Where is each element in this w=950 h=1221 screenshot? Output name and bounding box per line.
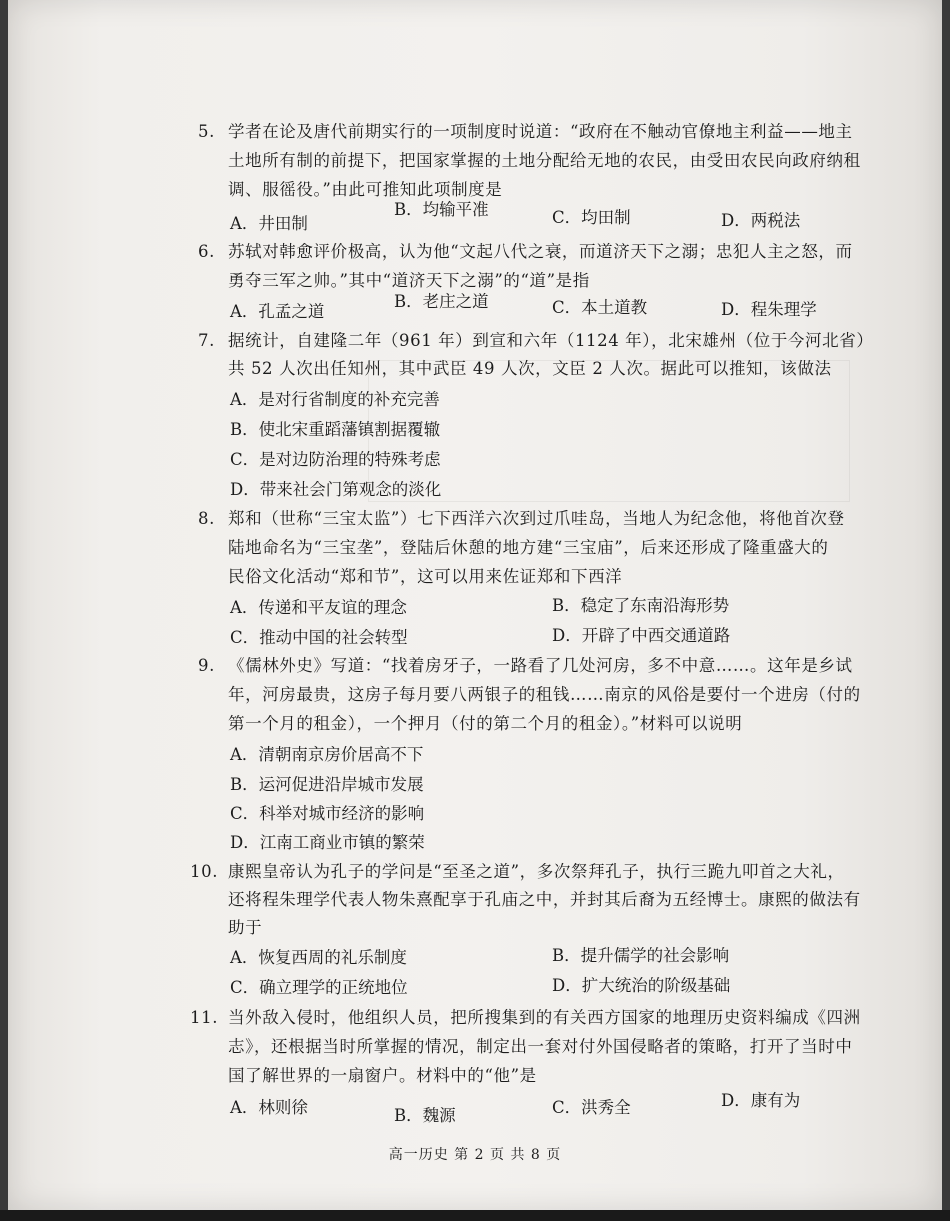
question-number: 6.	[198, 242, 215, 261]
option-b: B．运河促进沿岸城市发展	[230, 775, 424, 794]
option-d: D．扩大统治的阶级基础	[552, 976, 731, 995]
question-line: 土地所有制的前提下，把国家掌握的土地分配给无地的农民，由受田农民向政府纳租	[228, 151, 861, 170]
option-d: D．带来社会门第观念的淡化	[230, 480, 442, 499]
option-c: C．均田制	[552, 208, 631, 227]
option-b: B．老庄之道	[394, 292, 489, 311]
option-c: C．本土道教	[552, 298, 648, 317]
question-line: 第一个月的租金），一个押月（付的第二个月的租金）。”材料可以说明	[228, 714, 743, 733]
option-a: A．恢复西周的礼乐制度	[230, 948, 407, 967]
question-number: 7.	[198, 331, 215, 350]
question-line: 年，河房最贵，这房子每月要八两银子的租钱……南京的风俗是要付一个进房（付的	[228, 685, 861, 704]
option-c: C．推动中国的社会转型	[230, 628, 408, 647]
question-number: 5.	[198, 122, 215, 141]
option-c: C．科举对城市经济的影响	[230, 804, 425, 823]
question-line: 助于	[228, 918, 263, 937]
exam-page	[8, 0, 942, 1210]
question-number: 9.	[198, 656, 215, 675]
option-b: B．均输平准	[394, 200, 489, 219]
question-line: 8. 郑和（世称“三宝太监”）七下西洋六次到过爪哇岛，当地人为纪念他，将他首次登	[198, 509, 845, 528]
option-d: D．江南工商业市镇的繁荣	[230, 833, 425, 852]
question-number: 11.	[190, 1008, 219, 1027]
question-line: 6. 苏轼对韩愈评价极高，认为他“文起八代之衰，而道济天下之溺；忠犯人主之怒，而	[198, 242, 853, 261]
option-d: D．开辟了中西交通道路	[552, 626, 731, 645]
question-line: 志》，还根据当时所掌握的情况，制定出一套对付外国侵略者的策略，打开了当时中	[228, 1037, 853, 1056]
option-b: B．使北宋重蹈藩镇割据覆辙	[230, 420, 441, 439]
question-line: 陆地命名为“三宝垄”，登陆后休憩的地方建“三宝庙”，后来还形成了隆重盛大的	[228, 538, 829, 557]
option-d: D．程朱理学	[721, 300, 817, 319]
option-c: C．洪秀全	[552, 1098, 631, 1117]
option-b: B．提升儒学的社会影响	[552, 946, 730, 965]
option-b: B．稳定了东南沿海形势	[552, 596, 730, 615]
option-d: D．康有为	[721, 1091, 801, 1110]
option-c: C．是对边防治理的特殊考虑	[230, 450, 441, 469]
question-line: 还将程朱理学代表人物朱熹配享于孔庙之中，并封其后裔为五经博士。康熙的做法有	[228, 890, 861, 909]
option-b: B．魏源	[394, 1106, 456, 1125]
question-line: 11. 当外敌入侵时，他组织人员，把所搜集到的有关西方国家的地理历史资料编成《四洲	[190, 1008, 861, 1027]
question-line: 调、服徭役。”由此可推知此项制度是	[228, 180, 503, 199]
option-a: A．孔孟之道	[230, 302, 325, 321]
question-line: 10. 康熙皇帝认为孔子的学问是“至圣之道”，多次祭拜孔子，执行三跪九叩首之大礼，	[190, 862, 845, 881]
question-line: 9. 《儒林外史》写道：“找着房牙子，一路看了几处河房，多不中意……。这年是乡试	[198, 656, 853, 675]
option-c: C．确立理学的正统地位	[230, 978, 408, 997]
question-line: 民俗文化活动“郑和节”，这可以用来佐证郑和下西洋	[228, 567, 623, 586]
option-a: A．井田制	[230, 214, 308, 233]
scan-edge	[0, 1210, 950, 1221]
question-line: 国了解世界的一扇窗户。材料中的“他”是	[228, 1066, 537, 1085]
question-line: 共 52 人次出任知州，其中武臣 49 人次，文臣 2 人次。据此可以推知，该做法	[228, 359, 832, 378]
question-line: 5. 学者在论及唐代前期实行的一项制度时说道：“政府在不触动官僚地主利益——地主	[198, 122, 853, 141]
option-a: A．清朝南京房价居高不下	[230, 745, 424, 764]
question-line: 7. 据统计，自建隆二年（961 年）到宣和六年（1124 年），北宋雄州（位于今河北省）	[198, 331, 874, 350]
question-number: 8.	[198, 509, 215, 528]
option-a: A．传递和平友谊的理念	[230, 598, 407, 617]
option-d: D．两税法	[721, 211, 801, 230]
question-line: 勇夺三军之帅。”其中“道济天下之溺”的“道”是指	[228, 271, 590, 290]
option-a: A．是对行省制度的补充完善	[230, 390, 440, 409]
option-a: A．林则徐	[230, 1098, 308, 1117]
page-footer: 高一历史 第 2 页 共 8 页	[388, 1147, 562, 1163]
question-number: 10.	[190, 862, 219, 881]
